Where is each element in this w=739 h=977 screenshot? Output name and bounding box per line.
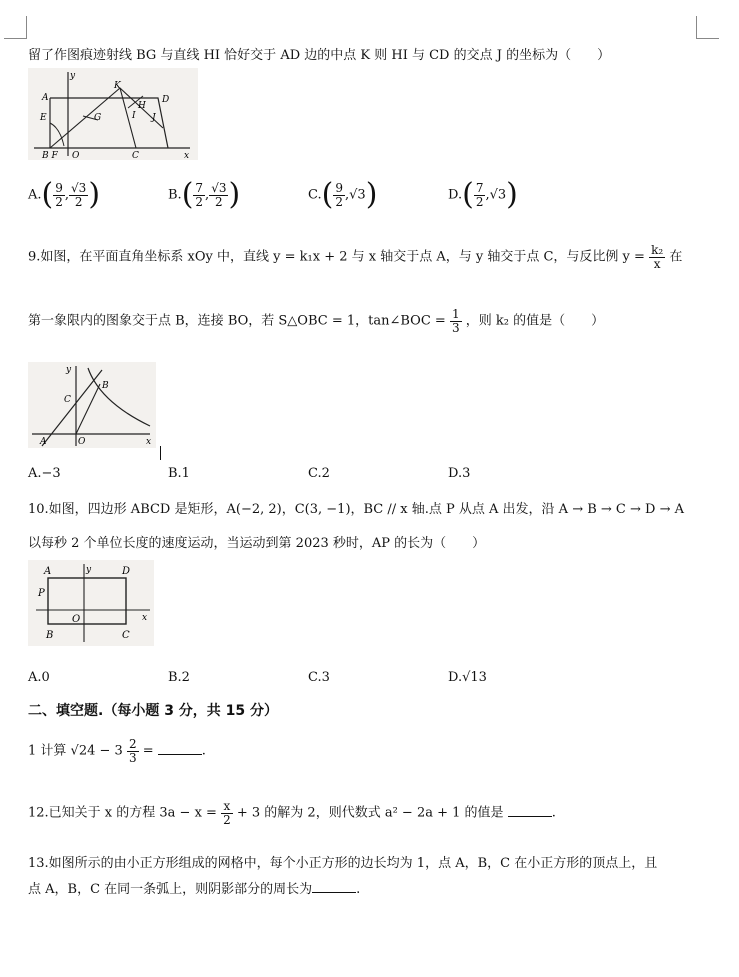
corner-mark-right (696, 16, 719, 39)
q8-label-e: E (40, 113, 47, 123)
q10-label-d: D (122, 566, 131, 577)
q9-option-c[interactable]: C.2 (308, 466, 330, 481)
q9-line1: 9.如图，在平面直角坐标系 xOy 中，直线 y = k₁x + 2 与 x 轴交于点 A，与 y 轴交于点 C，与反比例 y = $\frac{\text{k₂}}{x}$ 在 (28, 243, 683, 271)
q10-option-a[interactable]: A.0 (28, 670, 50, 685)
q8-option-a[interactable]: A.( $\frac{9}{2}$ , $\frac{√3}{2}$ ) (28, 177, 101, 212)
q9-option-d[interactable]: D.3 (448, 466, 471, 481)
q8-label-d: D (162, 95, 170, 105)
q10-label-a: A (44, 566, 52, 577)
corner-mark-left (4, 16, 27, 39)
q9-label-b: B (102, 381, 109, 391)
q9-line2: 第一象限内的图象交于点 B，连接 BO，若 S△OBC = 1，tan∠BOC = $\frac{1}{3}$ ，则 k₂ 的值是（ ） (28, 307, 605, 335)
q8-label-x: x (184, 151, 190, 160)
q8-label-o: O (72, 151, 80, 160)
q10-option-c[interactable]: C.3 (308, 670, 330, 685)
q10-label-o: O (72, 614, 81, 625)
q10-label-b: B (46, 630, 54, 641)
text-cursor (160, 446, 161, 460)
q11-answer-blank[interactable] (158, 742, 202, 755)
q8-label-j: J (152, 113, 156, 123)
q10-label-y: y (86, 565, 92, 575)
q8-label-bf: B F (42, 151, 58, 160)
q9-label-o: O (78, 437, 86, 447)
q10-option-b[interactable]: B.2 (168, 670, 190, 685)
q10-line1: 10.如图，四边形 ABCD 是矩形，A(−2, 2)，C(3, −1)，BC // x 轴.点 P 从点 A 出发，沿 A → B → C → D → A (28, 502, 684, 517)
q8-option-d[interactable]: D.( $\frac{7}{2}$ ,√3) (448, 177, 518, 212)
q8-figure (28, 68, 198, 160)
q9-label-x: x (146, 437, 152, 447)
q11-line: 1 计算 √24 − 3 $\frac{2}{3}$ = . (28, 737, 206, 765)
q13-line2: 点 A，B，C 在同一条弧上，则阴影部分的周长为 . (28, 882, 361, 897)
q13-line1: 13.如图所示的由小正方形组成的网格中，每个小正方形的边长均为 1，点 A，B，C 在小正方形的顶点上，且 (28, 856, 658, 871)
q9-option-a[interactable]: A.−3 (28, 466, 61, 481)
q12-answer-blank[interactable] (508, 804, 552, 817)
q10-figure (28, 560, 154, 646)
q10-label-p: P (38, 588, 45, 599)
q13-answer-blank[interactable] (312, 880, 356, 893)
q10-option-d[interactable]: D.√13 (448, 670, 487, 685)
q9-label-y: y (66, 365, 72, 375)
q9-figure (28, 362, 156, 448)
q10-label-x: x (142, 613, 148, 623)
section-heading-fill-in: 二、填空题.（每小题 3 分，共 15 分） (28, 703, 279, 719)
q8-label-y: y (70, 71, 76, 81)
q9-label-c: C (64, 395, 71, 405)
q8-option-c[interactable]: C.( $\frac{9}{2}$ ,√3) (308, 177, 378, 212)
q10-label-c: C (122, 630, 130, 641)
q8-option-b[interactable]: B.( $\frac{7}{2}$ , $\frac{√3}{2}$ ) (168, 177, 241, 212)
q8-label-i: I (132, 111, 136, 121)
q12-line: 12.已知关于 x 的方程 3a − x = $\frac{x}{2}$ + 3 的解为 2，则代数式 a² − 2a + 1 的值是 . (28, 799, 556, 827)
q10-line2: 以每秒 2 个单位长度的速度运动，当运动到第 2023 秒时，AP 的长为（ ） (28, 536, 486, 551)
q8-label-a: A (42, 93, 49, 103)
q9-option-b[interactable]: B.1 (168, 466, 190, 481)
q9-label-a: A (40, 437, 47, 447)
q8-label-h: H (138, 101, 146, 111)
q8-label-g: G (94, 113, 102, 123)
q8-stem: 留了作图痕迹射线 BG 与直线 HI 恰好交于 AD 边的中点 K 则 HI 与 CD 的交点 J 的坐标为（ ） (28, 48, 611, 63)
q8-label-c: C (132, 151, 139, 160)
q8-label-k: K (114, 81, 121, 91)
